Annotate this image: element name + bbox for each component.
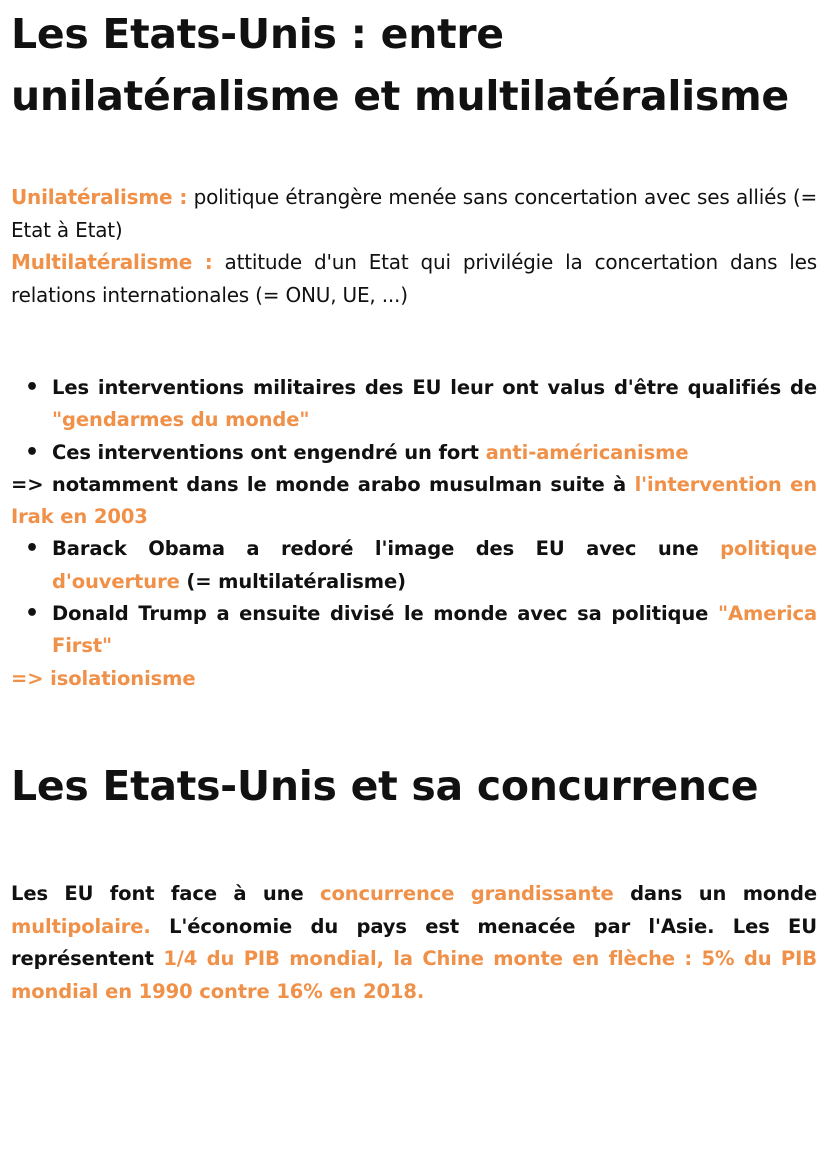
note-arab-world <box>11 469 817 534</box>
interventions-list-block <box>11 372 817 695</box>
highlight-text: 1/4 du PIB mondial, la Chine monte en flèche : 5% du PIB mondial en 1990 contre 16% en 2018. <box>11 947 817 1003</box>
definitions-block <box>11 181 817 311</box>
list-item <box>11 598 817 663</box>
definition-unilateralism <box>11 181 817 246</box>
bullet-list-1 <box>11 372 817 469</box>
definition-term: Multilatéralisme : <box>11 250 213 274</box>
list-item-text: Barack Obama a redoré l'image des EU avec une <box>52 537 721 561</box>
list-item-text: Les interventions militaires des EU leur ont valus d'être qualifiés de <box>52 376 817 399</box>
list-item <box>11 372 817 437</box>
paragraph-text <box>11 878 817 1008</box>
bullet-list-2 <box>11 533 817 662</box>
list-item-text: Ces interventions ont engendré un fort <box>52 440 486 464</box>
highlight-text: "America First" <box>52 602 817 658</box>
highlight-text: l'intervention en Irak en 2003 <box>11 472 817 529</box>
section-title-competition: Les Etats-Unis et sa concurrence <box>11 762 759 810</box>
definition-text: politique étrangère menée sans concertation avec ses alliés (= Etat à Etat) <box>11 185 817 242</box>
definition-multilateralism <box>11 246 817 311</box>
list-item-text: (= multilatéralisme) <box>179 569 406 593</box>
section-title-unilateralism: Les Etats-Unis : entre unilatéralisme et multilatéralisme <box>11 10 789 120</box>
list-item <box>11 437 817 469</box>
note-text: => notamment dans le monde arabo musulman suite à <box>11 472 635 496</box>
competition-paragraph <box>11 878 817 1008</box>
highlight-text: multipolaire. <box>11 914 151 938</box>
paragraph-segment: L'économie du pays est menacée par l'Asie. Les EU représentent <box>11 914 817 970</box>
highlight-text: => isolationisme <box>11 666 196 690</box>
highlight-text: anti-américanisme <box>485 440 689 464</box>
note-isolationism <box>11 663 817 695</box>
highlight-text: "gendarmes du monde" <box>52 408 310 432</box>
highlight-text: politique d'ouverture <box>52 537 817 593</box>
highlight-text: concurrence grandissante <box>320 882 614 905</box>
paragraph-segment: Les EU font face à une <box>11 882 321 905</box>
list-item <box>11 533 817 598</box>
definition-text: attitude d'un Etat qui privilégie la concertation dans les relations internationales (= ONU, UE, ...) <box>11 250 817 307</box>
paragraph-segment: dans un monde <box>613 882 817 905</box>
list-item-text: Donald Trump a ensuite divisé le monde avec sa politique <box>52 602 718 626</box>
definition-term: Unilatéralisme : <box>11 185 188 209</box>
